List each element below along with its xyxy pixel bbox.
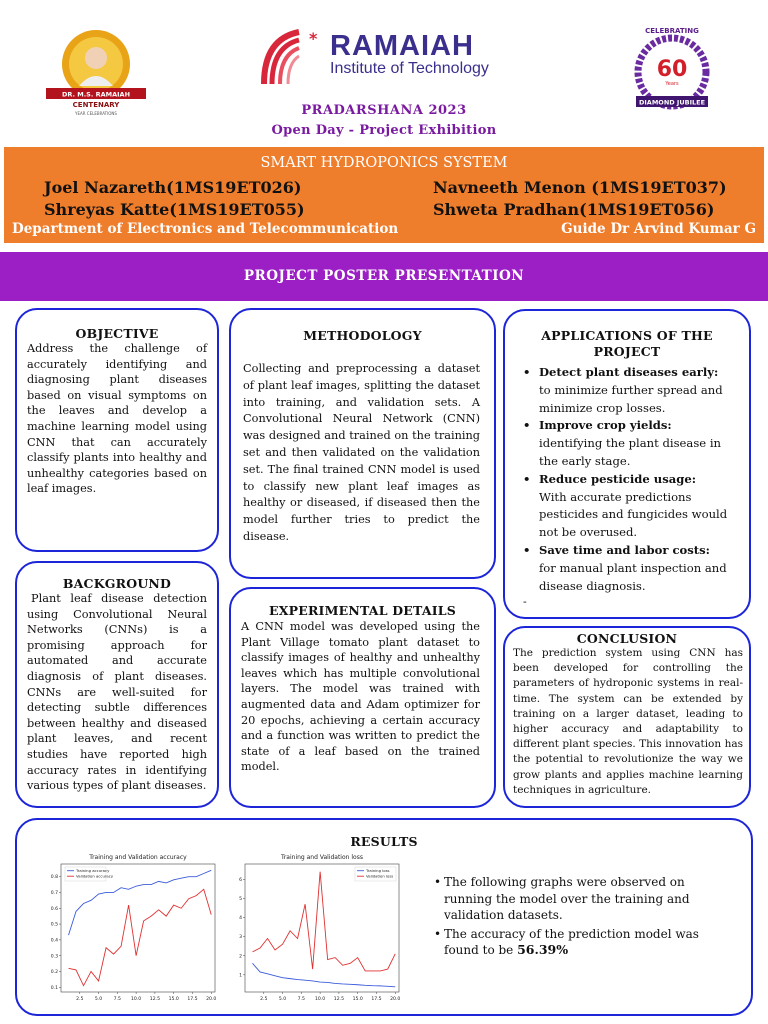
application-item [519,471,737,542]
institute-name: RAMAIAH [330,30,474,62]
x-tick-label: 15.0 [352,997,363,1002]
methodology-heading: METHODOLOGY [303,328,422,343]
event-title: PRADARSHANA 2023 [301,103,467,118]
x-tick-label: 17.5 [187,997,198,1002]
plot-frame [245,864,399,992]
y-tick-label: 1 [239,973,242,979]
jubilee-sixty: 60 [656,57,688,82]
x-tick-label: 17.5 [371,997,382,1002]
methodology-text: Collecting and preprocessing a dataset of plant leaf images, splitting the dataset into training, and validation sets. A Convolutional Neural Network (CNN) was designed and trained on the training set and then validated on the validation set. The final trained CNN model is used to classify new plant leaf images as healthy or diseased, if diseased then the model further tries to predict the disease. [243,362,480,543]
application-title: Reduce pesticide usage: [539,471,697,486]
applications-trailing-mark: - [523,595,527,609]
results-bullet-1: • The following graphs were observed on running the model over the training and validation datasets. [434,874,704,924]
application-text: for manual plant inspection and disease diagnosis. [539,560,727,593]
conclusion-heading: CONCLUSION [576,631,678,646]
legend-label: Validation loss [366,873,394,879]
results-bullet-2 [434,926,704,959]
experimental-heading: EXPERIMENTAL DETAILS [269,603,456,618]
y-tick-label: 0.5 [50,922,58,928]
seal-line-2: CENTENARY [72,101,120,109]
experimental-panel [229,587,496,808]
application-item [519,364,737,417]
x-tick-label: 2.5 [76,997,84,1002]
seal-line-3: YEAR CELEBRATIONS [75,111,117,116]
x-tick-label: 12.5 [149,997,161,1002]
legend-label: Training loss [366,868,390,873]
objective-heading: OBJECTIVE [75,326,159,341]
experimental-text: A CNN model was developed using the Plant Village tomato plant dataset to classify images of healthy and unhealthy leaves which has multiple convolutional layers. The model was trained with augmented data and Adam optimizer for 20 epochs, achieving a certain accuracy and a function was written to predict the state of a leaf based on the trained model. [241,620,480,774]
accuracy-value: 56.39% [517,942,569,958]
objective-text: Address the challenge of accurately identifying and diagnosing plant diseases based on visual symptoms on the leaves and develop a machine learning model using CNN that can accurately classify plants into healthy and unhealthy categories based on leaf images. [27,342,207,496]
loss-chart [231,850,411,1010]
results-bullet-2-text: The accuracy of the prediction model was found to be [444,926,699,958]
x-tick-label: 2.5 [260,997,268,1002]
legend-label: Training accuracy [76,868,110,873]
results-heading: RESULTS [350,834,418,849]
y-tick-label: 0.4 [50,938,58,944]
y-tick-label: 0.7 [50,891,58,897]
conclusion-panel [503,626,751,808]
y-tick-label: 0.3 [50,954,58,960]
y-tick-label: 4 [239,916,242,922]
ramaiah-emblem-icon [254,24,324,94]
application-title: Detect plant diseases early: [539,365,719,379]
background-heading: BACKGROUND [62,576,172,591]
y-tick-label: 0.1 [50,985,58,991]
chart-title: Training and Validation loss [281,854,363,861]
x-tick-label: 5.0 [94,997,103,1002]
jubilee-years: Years [665,81,679,87]
seal-line-1: DR. M.S. RAMAIAH [61,90,131,99]
jubilee-celebrating: CELEBRATING [645,27,699,35]
project-title: SMART HYDROPONICS SYSTEM [260,155,508,171]
applications-panel [503,309,751,619]
x-tick-label: 12.5 [333,997,345,1002]
member-2: Navneeth Menon (1MS19ET037) [433,178,727,197]
legend-label: Validation accuracy [76,873,114,879]
x-tick-label: 10.0 [131,997,142,1002]
member-4: Shweta Pradhan(1MS19ET056) [433,200,715,219]
application-text: to minimize further spread and minimize crop losses. [539,382,723,415]
application-title: Save time and labor costs: [539,542,710,557]
guide: Guide Dr Arvind Kumar G [561,221,756,237]
member-3: Shreyas Katte(1MS19ET055) [44,200,305,219]
jubilee-banner: DIAMOND JUBILEE [638,98,706,107]
department: Department of Electronics and Telecommunication [12,221,399,237]
background-panel [15,561,219,808]
x-tick-label: 20.0 [206,997,217,1002]
project-info-band [4,147,764,243]
y-tick-label: 0.8 [50,875,58,881]
x-tick-label: 7.5 [297,997,305,1002]
application-text: identifying the plant disease in the early stage. [539,436,721,468]
application-title: Improve crop yields: [539,418,672,433]
plot-frame [61,864,215,992]
y-tick-label: 0.2 [50,970,58,976]
x-tick-label: 10.0 [315,997,326,1002]
objective-panel [15,308,219,552]
x-tick-label: 7.5 [113,997,121,1002]
conclusion-text: The prediction system using CNN has been developed for controlling the parameters of hydroponic systems in real-time. The system can be extended by training on a larger dataset, leading to higher accuracy and adaptability to different plant species. This innovation has the potential to revolutionize the way we grow plants and applies machine learning techniques in agriculture. [513,647,743,796]
accuracy-chart [47,850,227,1010]
x-tick-label: 15.0 [168,997,179,1002]
background-text: Plant leaf disease detection using Convolutional Neural Networks (CNNs) is a promising approach for automated and accurate diagnosis of plant diseases. CNNs are well-suited for detecting subtle differences between healthy and diseased plant leaves, and recent studies have reported high accuracy rates in identifying various types of plant diseases. [27,592,207,793]
y-tick-label: 5 [239,896,242,902]
event-subtitle: Open Day - Project Exhibition [271,123,497,138]
x-tick-label: 20.0 [390,997,401,1002]
y-tick-label: 6 [239,877,242,883]
application-item [519,542,737,595]
x-tick-label: 5.0 [278,997,287,1002]
y-tick-label: 3 [239,935,242,941]
poster-banner [0,252,768,301]
results-panel [15,818,753,1016]
applications-heading: APPLICATIONS OF THE PROJECT [541,328,713,359]
methodology-panel [229,308,496,579]
poster-banner-text: PROJECT POSTER PRESENTATION [243,268,525,284]
chart-title: Training and Validation accuracy [89,854,187,861]
applications-list [519,364,737,595]
y-tick-label: 0.6 [50,906,58,912]
svg-text:*: * [309,29,318,48]
application-text: With accurate predictions pesticides and fungicides would not be overused. [539,489,728,540]
institute-subtitle: Institute of Technology [330,60,489,77]
y-tick-label: 2 [239,954,242,960]
member-1: Joel Nazareth(1MS19ET026) [44,178,302,197]
application-item [519,417,737,470]
results-bullets [434,874,704,961]
